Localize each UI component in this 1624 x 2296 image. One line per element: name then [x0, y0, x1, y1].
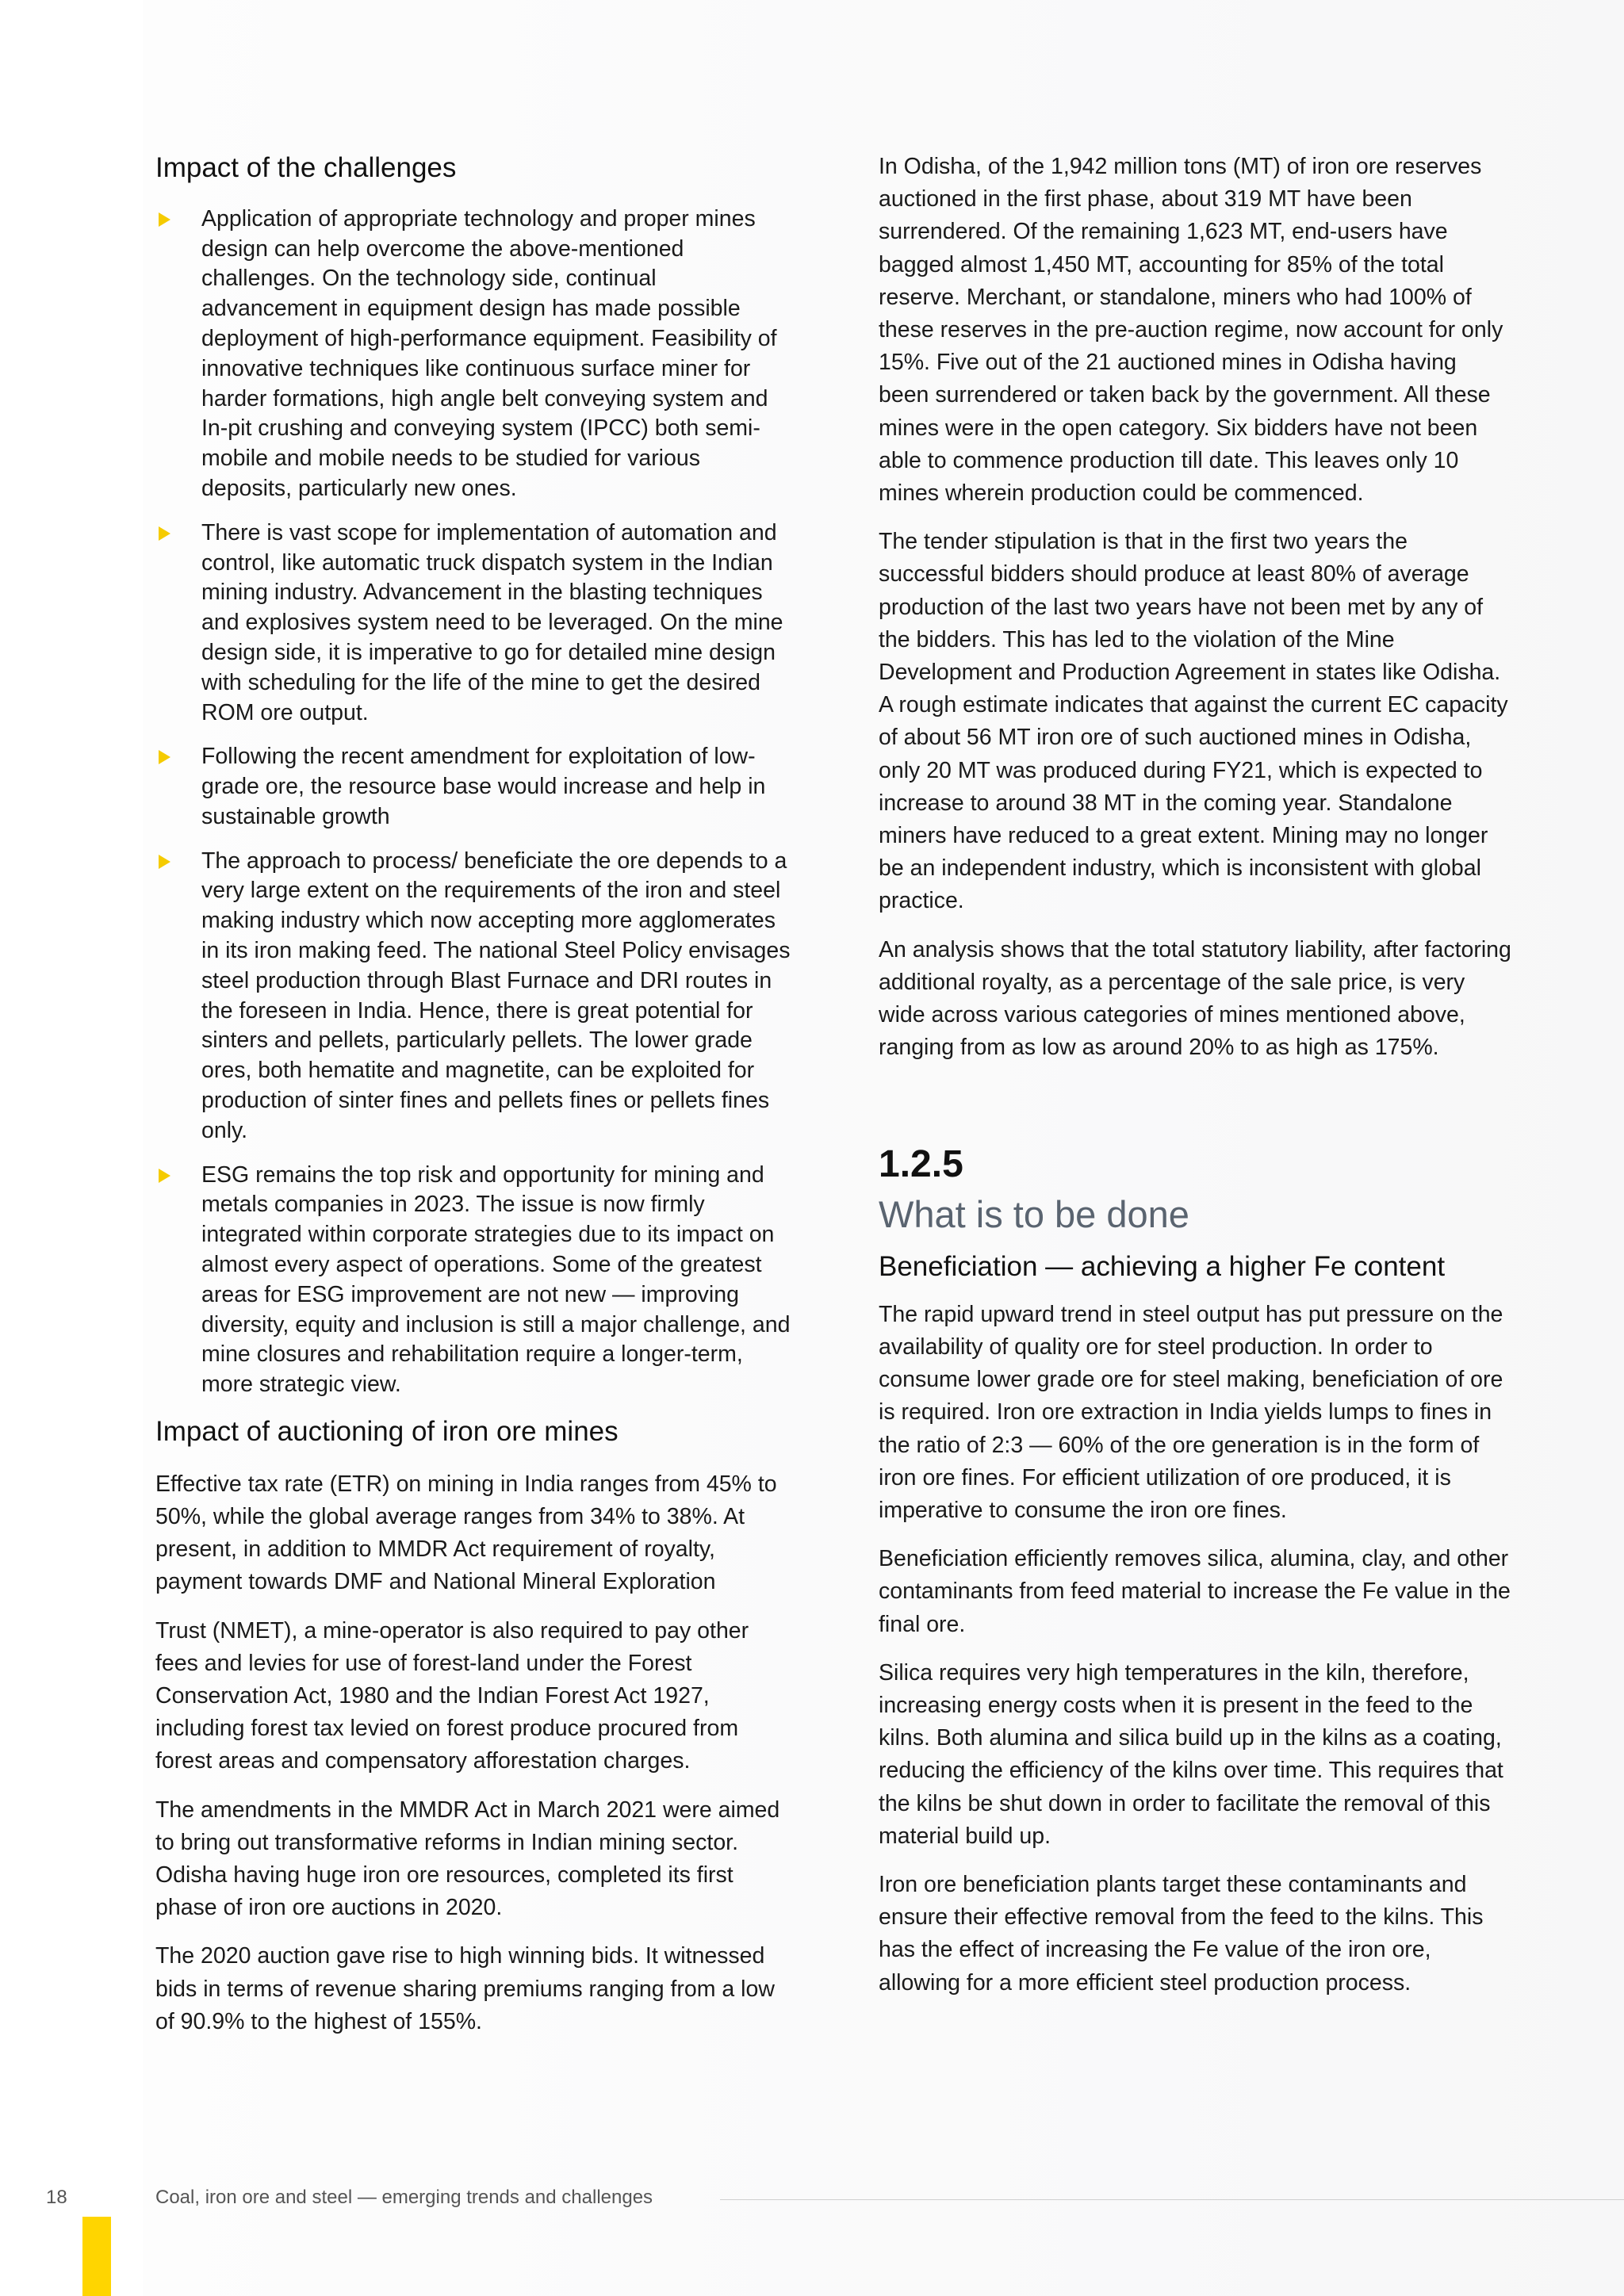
list-item-text: ESG remains the top risk and opportunity for mining and metals companies in 2023. The issue is now firmly integrated within corporate strategies due to its impact on almost every aspect of operations. Some of the greatest areas for ESG improvement are not new — improving diversity, equity and inclusion is still a major challenge, and mine closures and rehabilitation require a longer-term, more strategic view. — [201, 1161, 791, 1398]
heading-impact-of-challenges: Impact of the challenges — [155, 152, 457, 183]
body-paragraph: The 2020 auction gave rise to high winning bids. It witnessed bids in terms of revenue sharing premiums ranging from a low of 90.9% to the highest of 155%. — [155, 1943, 775, 2034]
list-item-text: Following the recent amendment for exploitation of low-grade ore, the resource base would increase and help in sustainable growth — [201, 744, 766, 829]
yellow-accent-bar — [82, 2217, 111, 2296]
triangle-bullet-icon — [159, 1169, 170, 1183]
section-title: What is to be done — [879, 1192, 1189, 1235]
list-item-text: Application of appropriate technology and proper mines design can help overcome the above-mentioned challenges. On the technology side, continual advancement in equipment design has made possible deployment of high-performance equipment. Feasibility of innovative techniques like continuous surface miner for harder formations, high angle belt conveying system and In-pit crushing and conveying system (IPCC) both semi- mobile and mobile needs to be studied for various deposits, particularly new ones. — [201, 205, 777, 501]
list-item — [155, 847, 791, 1146]
running-title: Coal, iron ore and steel — emerging trends and challenges — [155, 2187, 653, 2208]
body-paragraph: An analysis shows that the total statutory liability, after factoring additional royalty, as a percentage of the sale price, is very wide across various categories of mines mentioned above, ranging from as low as around 20% to as high as 175%. — [879, 936, 1511, 1061]
section-number: 1.2.5 — [879, 1143, 963, 1186]
body-paragraph: Trust (NMET), a mine-operator is also required to pay other fees and levies for use of forest-land under the Forest Conservation Act, 1980 and the Indian Forest Act 1927, including forest tax levied on forest produce procured from forest areas and compensatory afforestation charges. — [155, 1617, 749, 1774]
footer-divider — [720, 2199, 1624, 2200]
body-paragraph: The rapid upward trend in steel output has put pressure on the availability of quality ore for steel production. In order to consume lower grade ore for steel making, beneficiation of ore is required. Iron ore extraction in India yields lumps to fines in the ratio of 2:3 — 60% of the ore generation is in the form of iron ore fines. For efficient utilization of ore produced, it is imperative to consume the iron ore fines. — [879, 1301, 1503, 1523]
body-paragraph: The tender stipulation is that in the first two years the successful bidders should produce at least 80% of average production of the last two years have not been met by any of the bidders. This has led to the violation of the Mine Development and Production Agreement in states like Odisha. A rough estimate indicates that against the current EC capacity of about 56 MT iron ore of such auctioned mines in Odisha, only 20 MT was produced during FY21, which is expected to increase to around 38 MT in the coming year. Standalone miners have reduced to a great extent. Mining may no longer be an independent industry, which is inconsistent with global practice. — [879, 529, 1508, 914]
list-item-text: There is vast scope for implementation of automation and control, like automatic truck dispatch system in the Indian mining industry. Advancement in the blasting techniques and explosives system need to be leveraged. On the mine design side, it is imperative to go for detailed mine design with scheduling for the life of the mine to get the desired ROM ore output. — [201, 519, 783, 725]
body-paragraph: Iron ore beneficiation plants target these contaminants and ensure their effective removal from the feed to the kilns. This has the effect of increasing the Fe value of the iron ore, allowing for a more efficient steel production process. — [879, 1871, 1484, 1996]
triangle-bullet-icon — [159, 750, 170, 764]
challenges-bullet-list — [155, 205, 791, 1400]
left-column — [155, 151, 791, 2054]
triangle-bullet-icon — [159, 212, 170, 227]
list-item — [155, 205, 791, 504]
subheading-beneficiation: Beneficiation — achieving a higher Fe content — [879, 1250, 1446, 1282]
list-item — [155, 742, 791, 832]
body-paragraph: Silica requires very high temperatures in the kiln, therefore, increasing energy costs when it is present in the feed to the kilns. Both alumina and silica build up in the kilns as a coating, reducing the efficiency of the kilns over time. This requires that the kilns be shut down in order to facilitate the removal of this material build up. — [879, 1659, 1503, 1849]
triangle-bullet-icon — [159, 855, 170, 869]
triangle-bullet-icon — [159, 526, 170, 541]
heading-impact-of-auctioning: Impact of auctioning of iron ore mines — [155, 1416, 619, 1448]
right-column — [879, 151, 1511, 2015]
page-footer — [0, 2182, 1624, 2296]
body-paragraph: The amendments in the MMDR Act in March 2021 were aimed to bring out transformative reforms in Indian mining sector. Odisha having huge iron ore resources, completed its first phase of iron ore auctions in 2020. — [155, 1797, 780, 1921]
page-number: 18 — [46, 2187, 67, 2208]
body-paragraph: In Odisha, of the 1,942 million tons (MT) of iron ore reserves auctioned in the first phase, about 319 MT have been surrendered. Of the remaining 1,623 MT, end-users have bagged almost 1,450 MT, accounting for 85% of the total reserve. Merchant, or standalone, miners who had 100% of these reserves in the pre-auction regime, now account for only 15%. Five out of the 21 auctioned mines in Odisha having been surrendered or taken back by the government. All these mines were in the open category. Six bidders have not been able to commence production till date. This leaves only 10 mines wherein production could be commenced. — [879, 154, 1503, 507]
body-paragraph: Effective tax rate (ETR) on mining in India ranges from 45% to 50%, while the global average ranges from 34% to 38%. At present, in addition to MMDR Act requirement of royalty, payment towards DMF and National Mineral Exploration — [155, 1471, 777, 1595]
body-paragraph: Beneficiation efficiently removes silica, alumina, clay, and other contaminants from feed material to increase the Fe value in the final ore. — [879, 1546, 1511, 1637]
list-item-text: The approach to process/ beneficiate the ore depends to a very large extent on the requirements of the iron and steel making industry which now accepting more agglomerates in its iron making feed. The national Steel Policy envisages steel production through Blast Furnace and DRI routes in the foreseen in India. Hence, there is great potential for sinters and pellets, particularly pellets. The lower grade ores, both hematite and magnetite, can be exploited for production of sinter fines and pellets fines or pellets fines only. — [201, 848, 791, 1143]
list-item — [155, 1161, 791, 1400]
list-item — [155, 519, 791, 729]
